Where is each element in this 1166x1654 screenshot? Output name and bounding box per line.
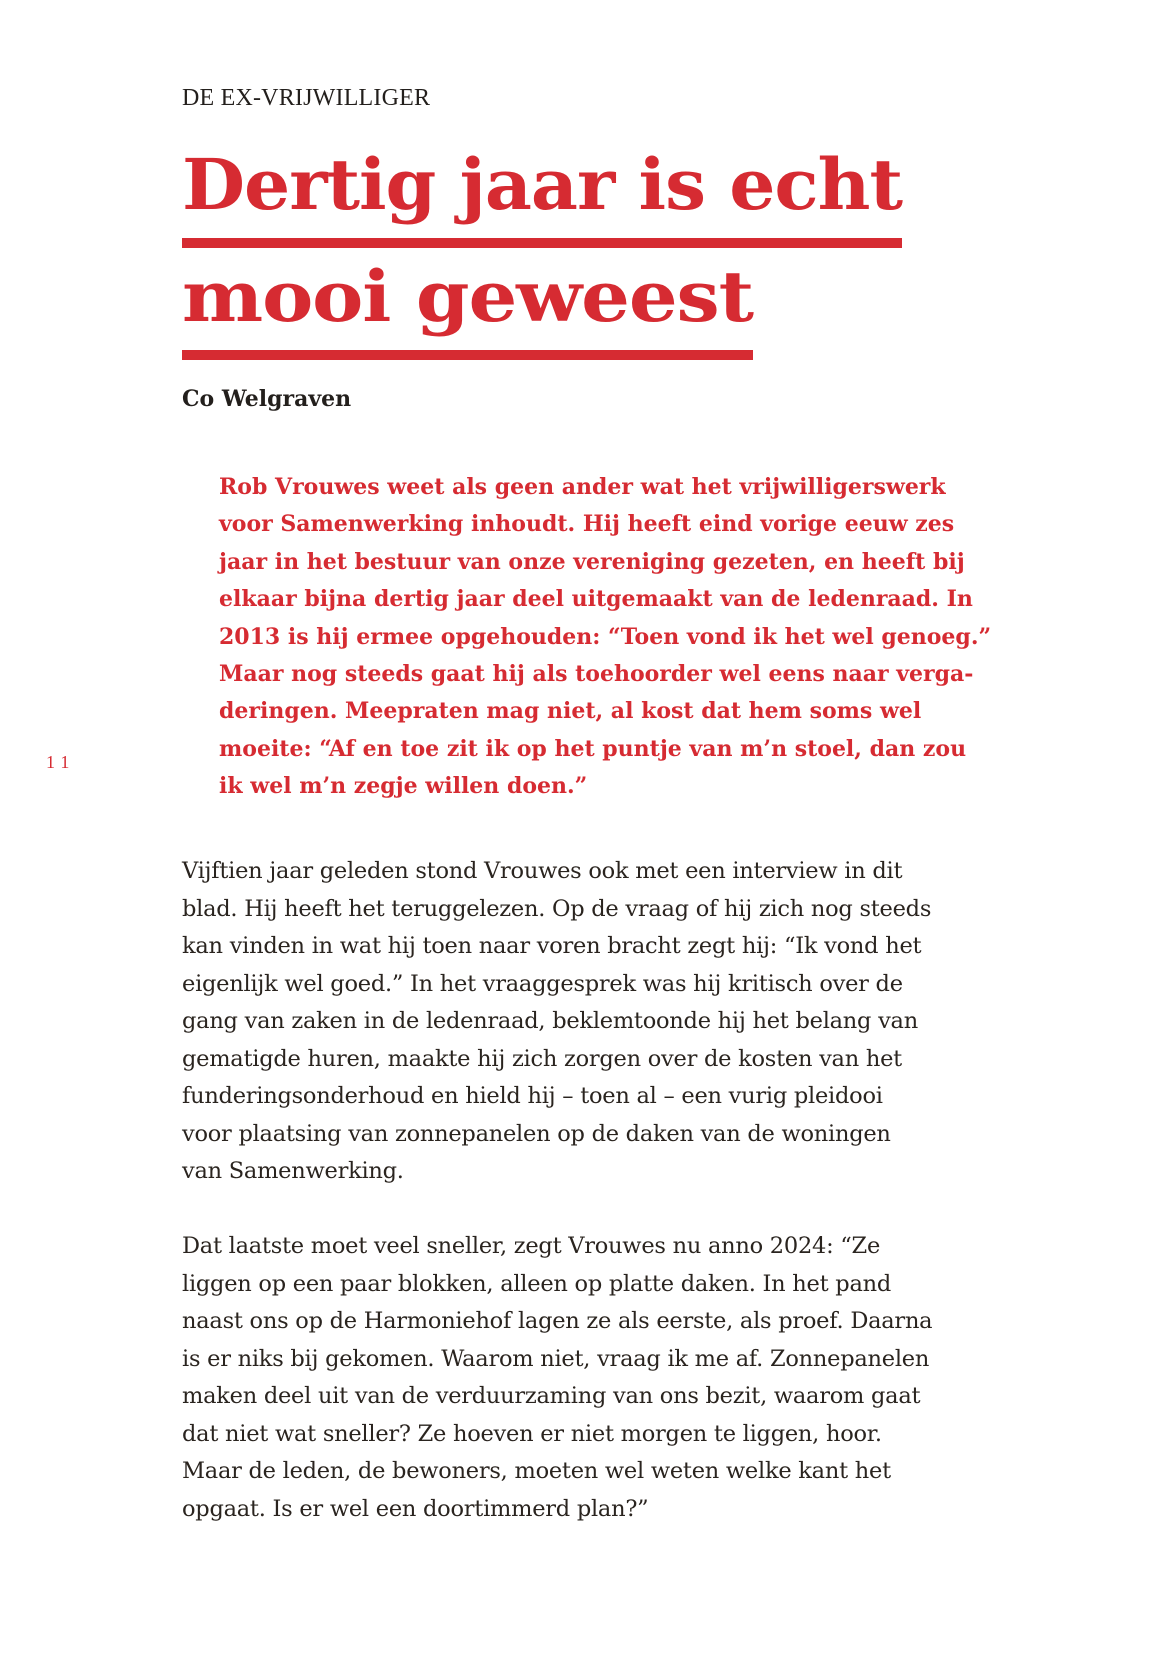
body-line: Maar de leden, de bewoners, moeten wel weten welke kant het bbox=[182, 1458, 891, 1484]
section-kicker: DE EX-VRIJWILLIGER bbox=[182, 85, 431, 111]
intro-line: Maar nog steeds gaat hij als toehoorder wel eens naar verga- bbox=[219, 661, 974, 688]
headline bbox=[182, 143, 902, 338]
headline-underline bbox=[182, 238, 902, 248]
body-line: Vijftien jaar geleden stond Vrouwes ook met een interview in dit bbox=[182, 858, 903, 884]
intro-line: elkaar bijna dertig jaar deel uitgemaakt van de ledenraad. In bbox=[219, 586, 973, 613]
body-line: is er niks bij gekomen. Waarom niet, vraag ik me af. Zonnepanelen bbox=[182, 1345, 930, 1372]
body-line: blad. Hij heeft het teruggelezen. Op de vraag of hij zich nog steeds bbox=[182, 895, 932, 922]
body-paragraph bbox=[182, 1228, 1037, 1528]
body-line: gang van zaken in de ledenraad, beklemtoonde hij het belang van bbox=[182, 1008, 918, 1034]
intro-line: moeite: “Af en toe zit ik op het puntje van m’n stoel, dan zou bbox=[219, 735, 967, 762]
intro-line: Rob Vrouwes weet als geen ander wat het vrijwilligerswerk bbox=[219, 474, 946, 500]
body-line: funderingsonderhoud en hield hij – toen al – een vurig pleidooi bbox=[182, 1083, 883, 1109]
headline-text: mooi geweest bbox=[182, 255, 753, 338]
body-line: naast ons op de Harmoniehof lagen ze als eerste, als proef. Daarna bbox=[182, 1308, 933, 1334]
intro-line: deringen. Meepraten mag niet, al kost dat hem soms wel bbox=[219, 698, 922, 725]
body-line: liggen op een paar blokken, alleen op platte daken. In het pand bbox=[182, 1270, 891, 1297]
body-line: Dat laatste moet veel sneller, zegt Vrouwes nu anno 2024: “Ze bbox=[182, 1233, 881, 1259]
body-line: opgaat. Is er wel een doortimmerd plan?” bbox=[182, 1495, 649, 1522]
body-line: gematigde huren, maakte hij zich zorgen over de kosten van het bbox=[182, 1045, 902, 1072]
article-body bbox=[182, 853, 1037, 1566]
headline-line bbox=[182, 143, 902, 226]
intro-line: ik wel m’n zegje willen doen.” bbox=[219, 773, 588, 800]
body-paragraph bbox=[182, 853, 1037, 1191]
intro-line: voor Samenwerking inhoudt. Hij heeft eind vorige eeuw zes bbox=[219, 511, 955, 538]
headline-text: Dertig jaar is echt bbox=[182, 143, 902, 226]
headline-underline bbox=[182, 350, 753, 360]
intro-line: 2013 is hij ermee opgehouden: “Toen vond ik het wel genoeg.” bbox=[219, 623, 992, 650]
body-line: voor plaatsing van zonnepanelen op de daken van de woningen bbox=[182, 1120, 891, 1147]
intro-line: jaar in het bestuur van onze vereniging gezeten, en heeft bij bbox=[219, 548, 965, 575]
headline-line bbox=[182, 255, 753, 338]
body-line: van Samenwerking. bbox=[182, 1158, 404, 1184]
body-line: kan vinden in wat hij toen naar voren bracht zegt hij: “Ik vond het bbox=[182, 933, 922, 959]
intro-lead-paragraph bbox=[219, 469, 1031, 806]
body-line: maken deel uit van de verduurzaming van ons bezit, waarom gaat bbox=[182, 1383, 921, 1409]
body-line: dat niet wat sneller? Ze hoeven er niet morgen te liggen, hoor. bbox=[182, 1420, 882, 1447]
page-number: 11 bbox=[46, 752, 76, 772]
byline-author: Co Welgraven bbox=[182, 386, 352, 412]
body-line: eigenlijk wel goed.” In het vraaggesprek was hij kritisch over de bbox=[182, 970, 903, 997]
